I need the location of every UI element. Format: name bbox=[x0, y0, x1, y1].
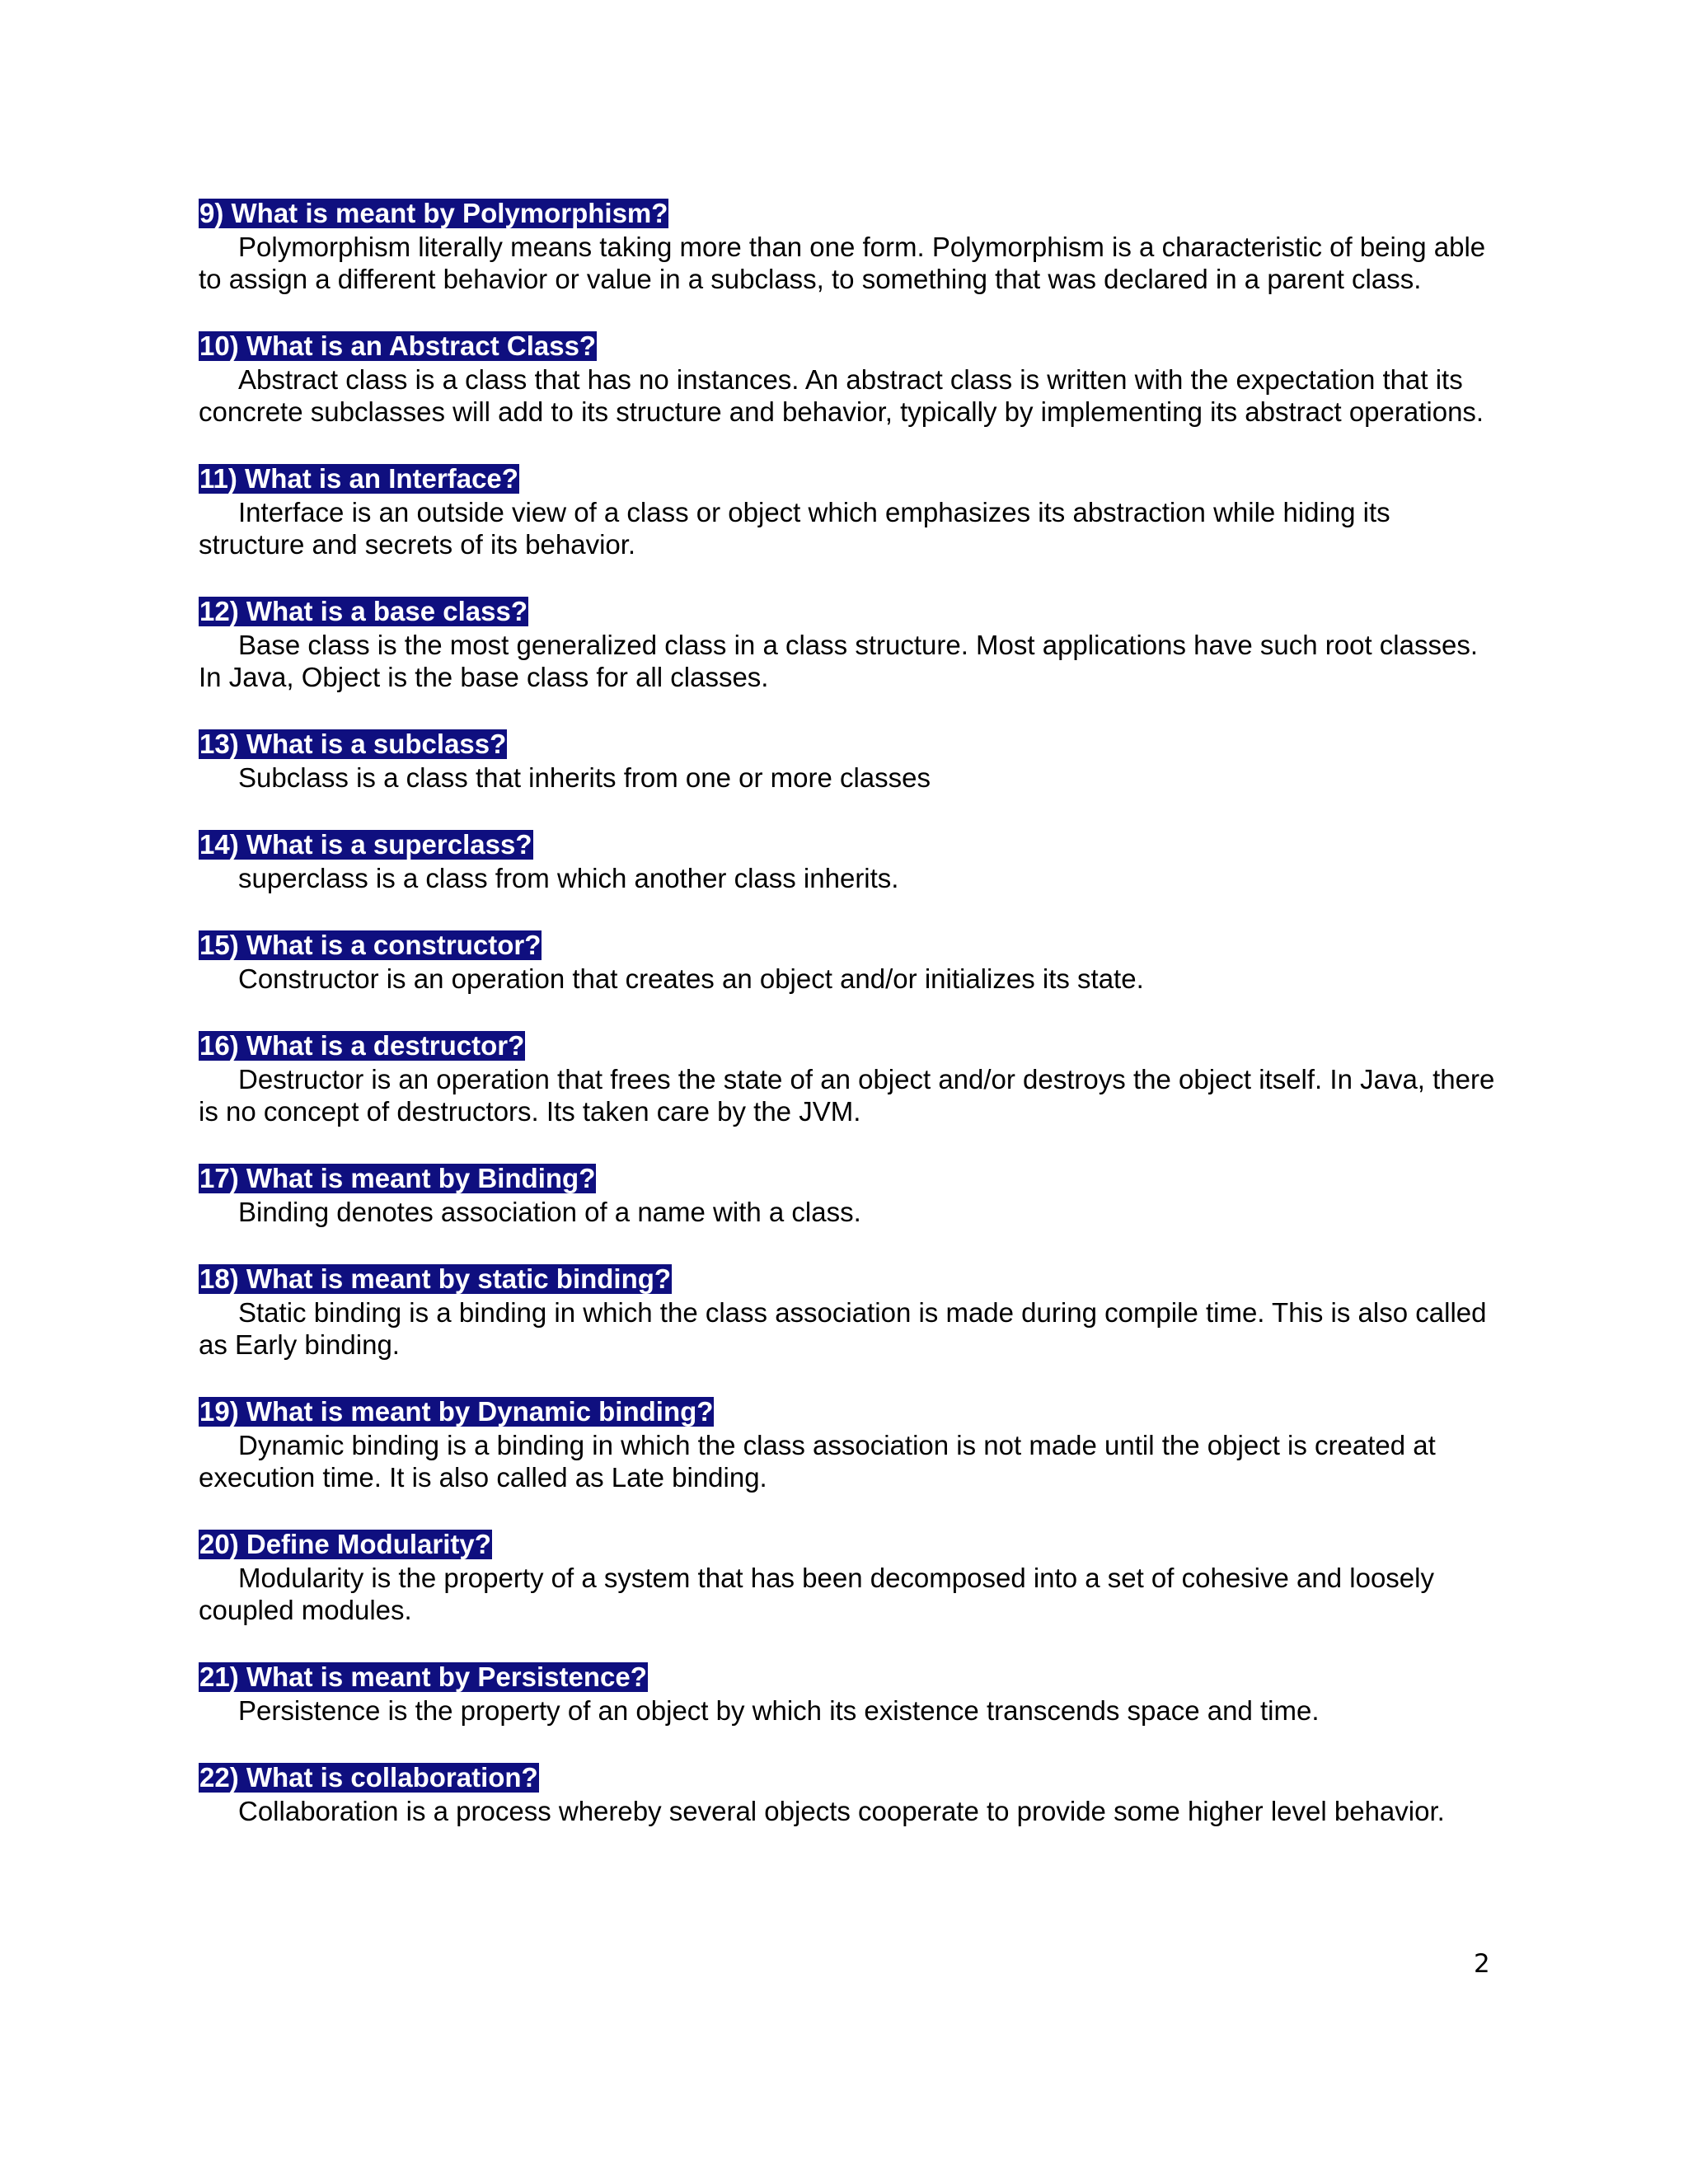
qa-item-modularity bbox=[199, 1530, 1501, 1626]
question-heading: 22) What is collaboration? bbox=[199, 1762, 538, 1793]
qa-item-subclass bbox=[199, 729, 1501, 794]
answer-text: Persistence is the property of an object by which its existence transcends space and time. bbox=[238, 1695, 1320, 1726]
question-heading: 18) What is meant by static binding? bbox=[199, 1263, 672, 1294]
question-heading: 19) What is meant by Dynamic binding? bbox=[199, 1396, 714, 1427]
qa-item-dynamic-binding bbox=[199, 1397, 1501, 1493]
question-heading: 9) What is meant by Polymorphism? bbox=[199, 198, 668, 228]
question-heading: 20) Define Modularity? bbox=[199, 1529, 491, 1559]
qa-item-superclass bbox=[199, 830, 1501, 894]
qa-item-abstract-class bbox=[199, 331, 1501, 428]
answer-text: Base class is the most generalized class in a class structure. Most applications have such root classes. In Java, Object is the base class for all classes. bbox=[199, 630, 1479, 692]
answer-text: superclass is a class from which another class inherits. bbox=[238, 863, 899, 893]
question-heading: 14) What is a superclass? bbox=[199, 829, 532, 860]
answer-text: Collaboration is a process whereby several objects cooperate to provide some higher level behavior. bbox=[238, 1796, 1445, 1826]
qa-item-collaboration bbox=[199, 1763, 1501, 1827]
qa-item-interface bbox=[199, 464, 1501, 560]
qa-item-static-binding bbox=[199, 1264, 1501, 1361]
answer-text: Constructor is an operation that creates an object and/or initializes its state. bbox=[238, 963, 1144, 994]
document-page bbox=[199, 199, 1501, 1827]
answer-text: Abstract class is a class that has no instances. An abstract class is written with the expectation that its concrete subclasses will add to its structure and behavior, typically by implementing its abstract operations. bbox=[199, 364, 1484, 427]
question-heading: 15) What is a constructor? bbox=[199, 930, 542, 960]
answer-text: Dynamic binding is a binding in which the class association is not made until the object is created at execution time. It is also called as Late binding. bbox=[199, 1430, 1436, 1493]
question-heading: 17) What is meant by Binding? bbox=[199, 1163, 596, 1193]
qa-item-destructor bbox=[199, 1031, 1501, 1127]
answer-text: Destructor is an operation that frees the state of an object and/or destroys the object itself. In Java, there is no concept of destructors. Its taken care by the JVM. bbox=[199, 1064, 1495, 1127]
question-heading: 21) What is meant by Persistence? bbox=[199, 1661, 647, 1692]
question-heading: 10) What is an Abstract Class? bbox=[199, 330, 597, 361]
question-heading: 16) What is a destructor? bbox=[199, 1030, 525, 1061]
answer-text: Static binding is a binding in which the class association is made during compile time. This is also called as Early binding. bbox=[199, 1297, 1487, 1360]
answer-text: Subclass is a class that inherits from one or more classes bbox=[238, 762, 931, 793]
question-heading: 12) What is a base class? bbox=[199, 596, 528, 626]
qa-item-polymorphism bbox=[199, 199, 1501, 295]
qa-item-constructor bbox=[199, 930, 1501, 995]
question-heading: 13) What is a subclass? bbox=[199, 729, 507, 759]
question-heading: 11) What is an Interface? bbox=[199, 463, 518, 494]
qa-item-persistence bbox=[199, 1662, 1501, 1727]
qa-item-binding bbox=[199, 1164, 1501, 1228]
page-number: 2 bbox=[1474, 1949, 1490, 1979]
answer-text: Binding denotes association of a name with a class. bbox=[238, 1197, 861, 1227]
answer-text: Interface is an outside view of a class or object which emphasizes its abstraction while hiding its structure and secrets of its behavior. bbox=[199, 497, 1390, 560]
answer-text: Polymorphism literally means taking more than one form. Polymorphism is a characteristic of being able to assign a different behavior or value in a subclass, to something that was declared in a parent class. bbox=[199, 232, 1486, 294]
answer-text: Modularity is the property of a system that has been decomposed into a set of cohesive and loosely coupled modules. bbox=[199, 1563, 1434, 1625]
qa-item-base-class bbox=[199, 597, 1501, 693]
